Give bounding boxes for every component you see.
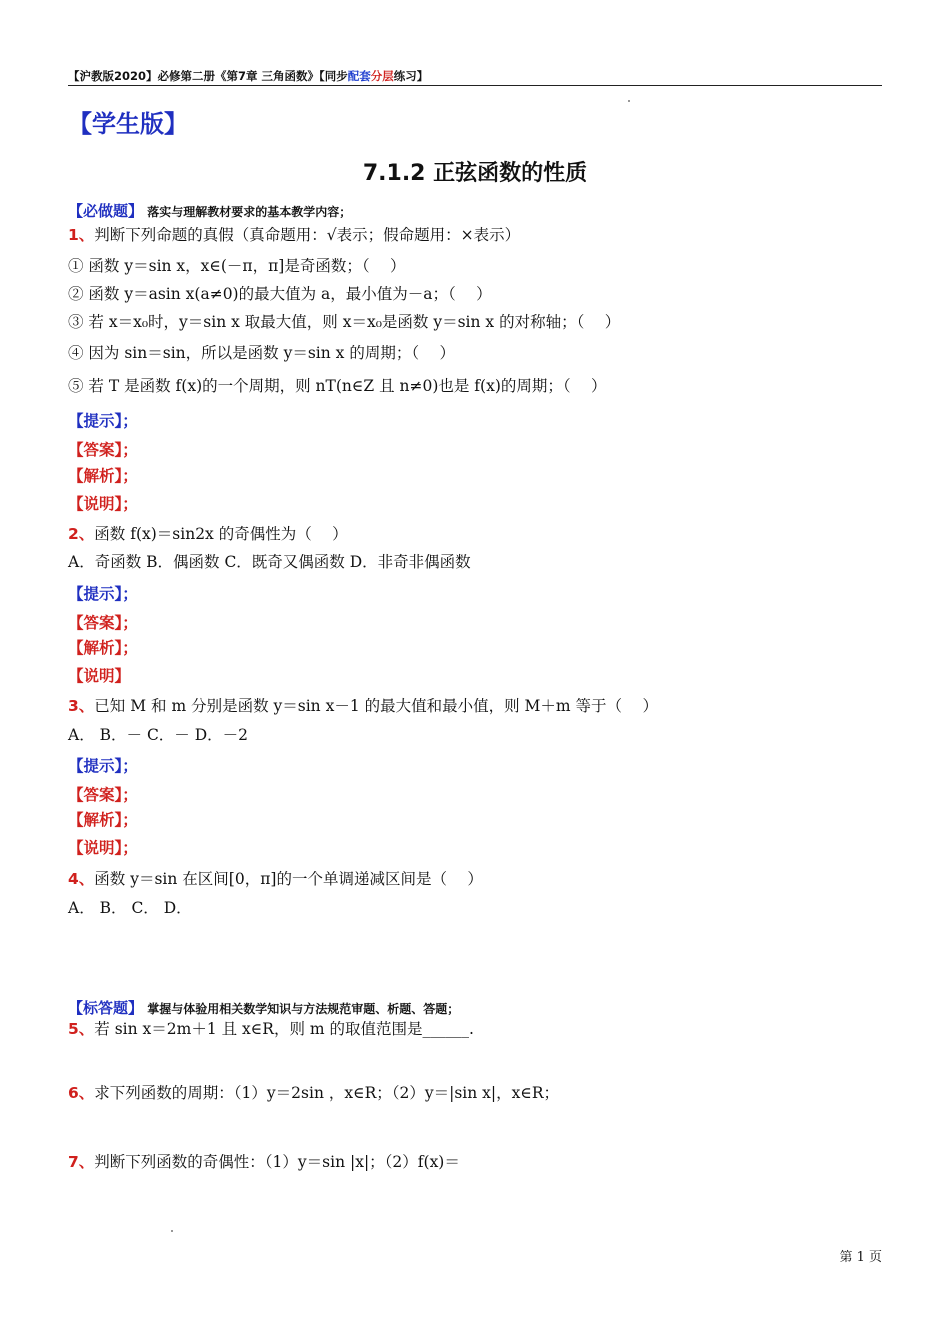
question-stem: 若 sin x＝2m＋1 且 x∈R，则 m 的取值范围是______. [94, 1020, 474, 1038]
q1-item-4: ④ 因为 sin＝sin，所以是函数 y＝sin x 的周期；（ ） [68, 344, 455, 362]
question-4 [68, 867, 483, 889]
q2-options: A．奇函数 B．偶函数 C．既奇又偶函数 D．非奇非偶函数 [68, 553, 471, 571]
q3-hint-label: 【提示】； [68, 757, 138, 775]
question-stem: 判断下列函数的奇偶性：（1）y＝sin |x|；（2）f(x)＝ [94, 1153, 460, 1171]
section-required-desc: 落实与理解教材要求的基本教学内容； [147, 205, 352, 219]
q1-item-3: ③ 若 x＝x₀时，y＝sin x 取最大值，则 x＝x₀是函数 y＝sin x 的对称轴；（ ） [68, 313, 621, 331]
q1-item-5: ⑤ 若 T 是函数 f(x)的一个周期，则 nT(n∈Z 且 n≠0)也是 f(x)的周期；（ ） [68, 377, 607, 395]
section-standard [68, 997, 459, 1018]
student-version-label: 【学生版】 [68, 110, 188, 138]
document-header [68, 68, 428, 84]
question-stem: 求下列函数的周期：（1）y＝2sin ，x∈R；（2）y＝|sin x|，x∈R； [94, 1084, 559, 1102]
q1-note-label: 【说明】； [68, 495, 138, 513]
question-number: 1、 [68, 226, 95, 244]
q3-note-label: 【说明】； [68, 839, 138, 857]
question-number: 2、 [68, 525, 95, 543]
q3-answer-label: 【答案】； [68, 786, 138, 804]
section-standard-tag: 【标答题】 [68, 999, 144, 1017]
question-stem: 判断下列命题的真假（真命题用：√表示；假命题用：×表示） [94, 226, 521, 244]
section-standard-desc: 掌握与体验用相关数学知识与方法规范审题、析题、答题； [147, 1002, 460, 1016]
page-number: 第 1 页 [839, 1250, 882, 1265]
header-divider [68, 85, 882, 86]
stray-dot [628, 100, 630, 102]
question-number: 4、 [68, 870, 95, 888]
q1-item-2: ② 函数 y＝asin x(a≠0)的最大值为 a，最小值为－a；（ ） [68, 285, 492, 303]
question-6 [68, 1081, 559, 1103]
q2-note-label: 【说明】 [68, 667, 131, 685]
question-2 [68, 522, 348, 544]
q1-answer-label: 【答案】； [68, 441, 138, 459]
q3-options: A． B．－ C．－ D．－2 [68, 726, 249, 744]
q1-item-1: ① 函数 y＝sin x，x∈(－π，π]是奇函数；（ ） [68, 257, 406, 275]
header-text-end: 练习】 [393, 69, 429, 83]
question-1 [68, 223, 520, 245]
question-number: 5、 [68, 1020, 95, 1038]
question-number: 6、 [68, 1084, 95, 1102]
q2-answer-label: 【答案】； [68, 614, 138, 632]
section-required [68, 200, 351, 221]
q4-options: A． B． C． D． [68, 899, 192, 917]
q2-hint-label: 【提示】； [68, 585, 138, 603]
header-text-red: 分层 [370, 69, 394, 83]
q1-hint-label: 【提示】； [68, 412, 138, 430]
stray-dot [171, 1230, 173, 1232]
q1-analysis-label: 【解析】； [68, 467, 138, 485]
question-number: 7、 [68, 1153, 95, 1171]
q2-analysis-label: 【解析】； [68, 639, 138, 657]
question-7 [68, 1150, 460, 1172]
question-number: 3、 [68, 697, 95, 715]
q3-analysis-label: 【解析】； [68, 811, 138, 829]
header-text-main: 【沪教版2020】必修第二册《第7章 三角函数》【同步 [68, 69, 348, 83]
page-title: 7.1.2 正弦函数的性质 [362, 161, 588, 186]
section-required-tag: 【必做题】 [68, 202, 144, 220]
question-5 [68, 1017, 474, 1039]
question-stem: 函数 y＝sin 在区间[0，π]的一个单调递减区间是（ ） [94, 870, 483, 888]
question-stem: 已知 M 和 m 分别是函数 y＝sin x－1 的最大值和最小值，则 M＋m 等于（ ） [94, 697, 658, 715]
header-text-blue: 配套 [347, 69, 371, 83]
question-3 [68, 694, 658, 716]
question-stem: 函数 f(x)＝sin2x 的奇偶性为（ ） [94, 525, 348, 543]
